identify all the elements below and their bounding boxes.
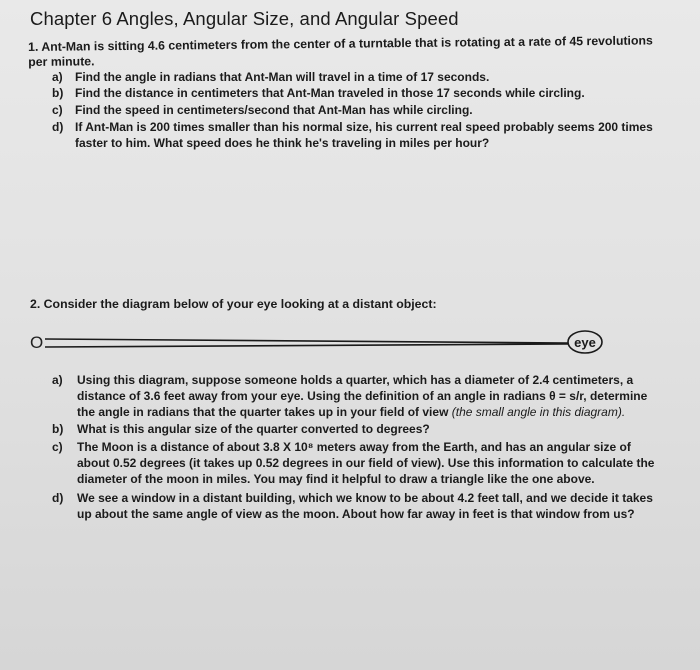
problem2-a-line1: Using this diagram, suppose someone holds a quarter, which has a diameter of 2.4 centimeters, a bbox=[77, 373, 634, 387]
object-label: O bbox=[30, 333, 44, 352]
problem2-d-letter: d) bbox=[52, 491, 64, 505]
page-title: Chapter 6 Angles, Angular Size, and Angular Speed bbox=[30, 8, 459, 29]
item-letter: a) bbox=[52, 70, 63, 84]
problem1-intro-line1: 1. Ant-Man is sitting 4.6 centimeters from the center of a turntable that is rotating at a rate of 45 revolutions bbox=[28, 33, 653, 54]
problem2-a-line2: distance of 3.6 feet away from your eye. Using the definition of an angle in radians θ = s/r, determine bbox=[77, 389, 648, 403]
item-letter: c) bbox=[52, 103, 63, 117]
problem2-c-line1: The Moon is a distance of about 3.8 X 10⁸ meters away from the Earth, and has an angular size of bbox=[77, 440, 631, 454]
item-letter: b) bbox=[52, 86, 64, 100]
problem1-item-b bbox=[52, 85, 675, 101]
item-text: Find the angle in radians that Ant-Man will travel in a time of 17 seconds. bbox=[75, 70, 490, 84]
problem2-c-line3: diameter of the moon in miles. You may find it helpful to draw a triangle like the one above. bbox=[77, 472, 595, 486]
problem2-d-line1: We see a window in a distant building, which we know to be about 4.2 feet tall, and we decide it takes bbox=[77, 491, 653, 505]
lower-sight-line bbox=[45, 344, 568, 347]
problem2-c-line2: about 0.52 degrees (it takes up 0.52 degrees in our field of view). Use this information to calculate the bbox=[77, 456, 655, 470]
problem2-c-letter: c) bbox=[52, 440, 63, 454]
item-letter: d) bbox=[52, 120, 64, 134]
item-text-line1: If Ant-Man is 200 times smaller than his normal size, his current real speed probably seems 200 times bbox=[75, 120, 653, 134]
problem2-a-line3-main: the angle in radians that the quarter takes up in your field of view bbox=[77, 405, 452, 419]
problem2-b-letter: b) bbox=[52, 422, 64, 436]
problem1-item-a bbox=[52, 69, 675, 85]
problem2-b-line1: What is this angular size of the quarter converted to degrees? bbox=[77, 422, 430, 436]
problem2-a-line3-italic: (the small angle in this diagram). bbox=[451, 405, 626, 419]
problem1-intro-line2: per minute. bbox=[28, 54, 95, 69]
problem1-intro bbox=[28, 33, 678, 70]
problem1-item-c bbox=[52, 102, 675, 118]
problem2-a-line3 bbox=[77, 405, 625, 421]
item-text: Find the distance in centimeters that Ant-Man traveled in those 17 seconds while circling. bbox=[75, 86, 585, 100]
problem1-item-d bbox=[52, 119, 675, 151]
item-text: Find the speed in centimeters/second that Ant-Man has while circling. bbox=[75, 103, 473, 117]
eye-label: eye bbox=[574, 335, 596, 350]
upper-sight-line bbox=[45, 339, 568, 343]
problem2-d-line2: up about the same angle of view as the moon. About how far away in feet is that window from us? bbox=[77, 507, 635, 521]
eye-diagram bbox=[0, 320, 700, 365]
problem2-a-letter: a) bbox=[52, 373, 63, 387]
problem2-intro: 2. Consider the diagram below of your eye looking at a distant object: bbox=[30, 297, 437, 311]
item-text-line2: faster to him. What speed does he think he's traveling in miles per hour? bbox=[75, 136, 490, 150]
